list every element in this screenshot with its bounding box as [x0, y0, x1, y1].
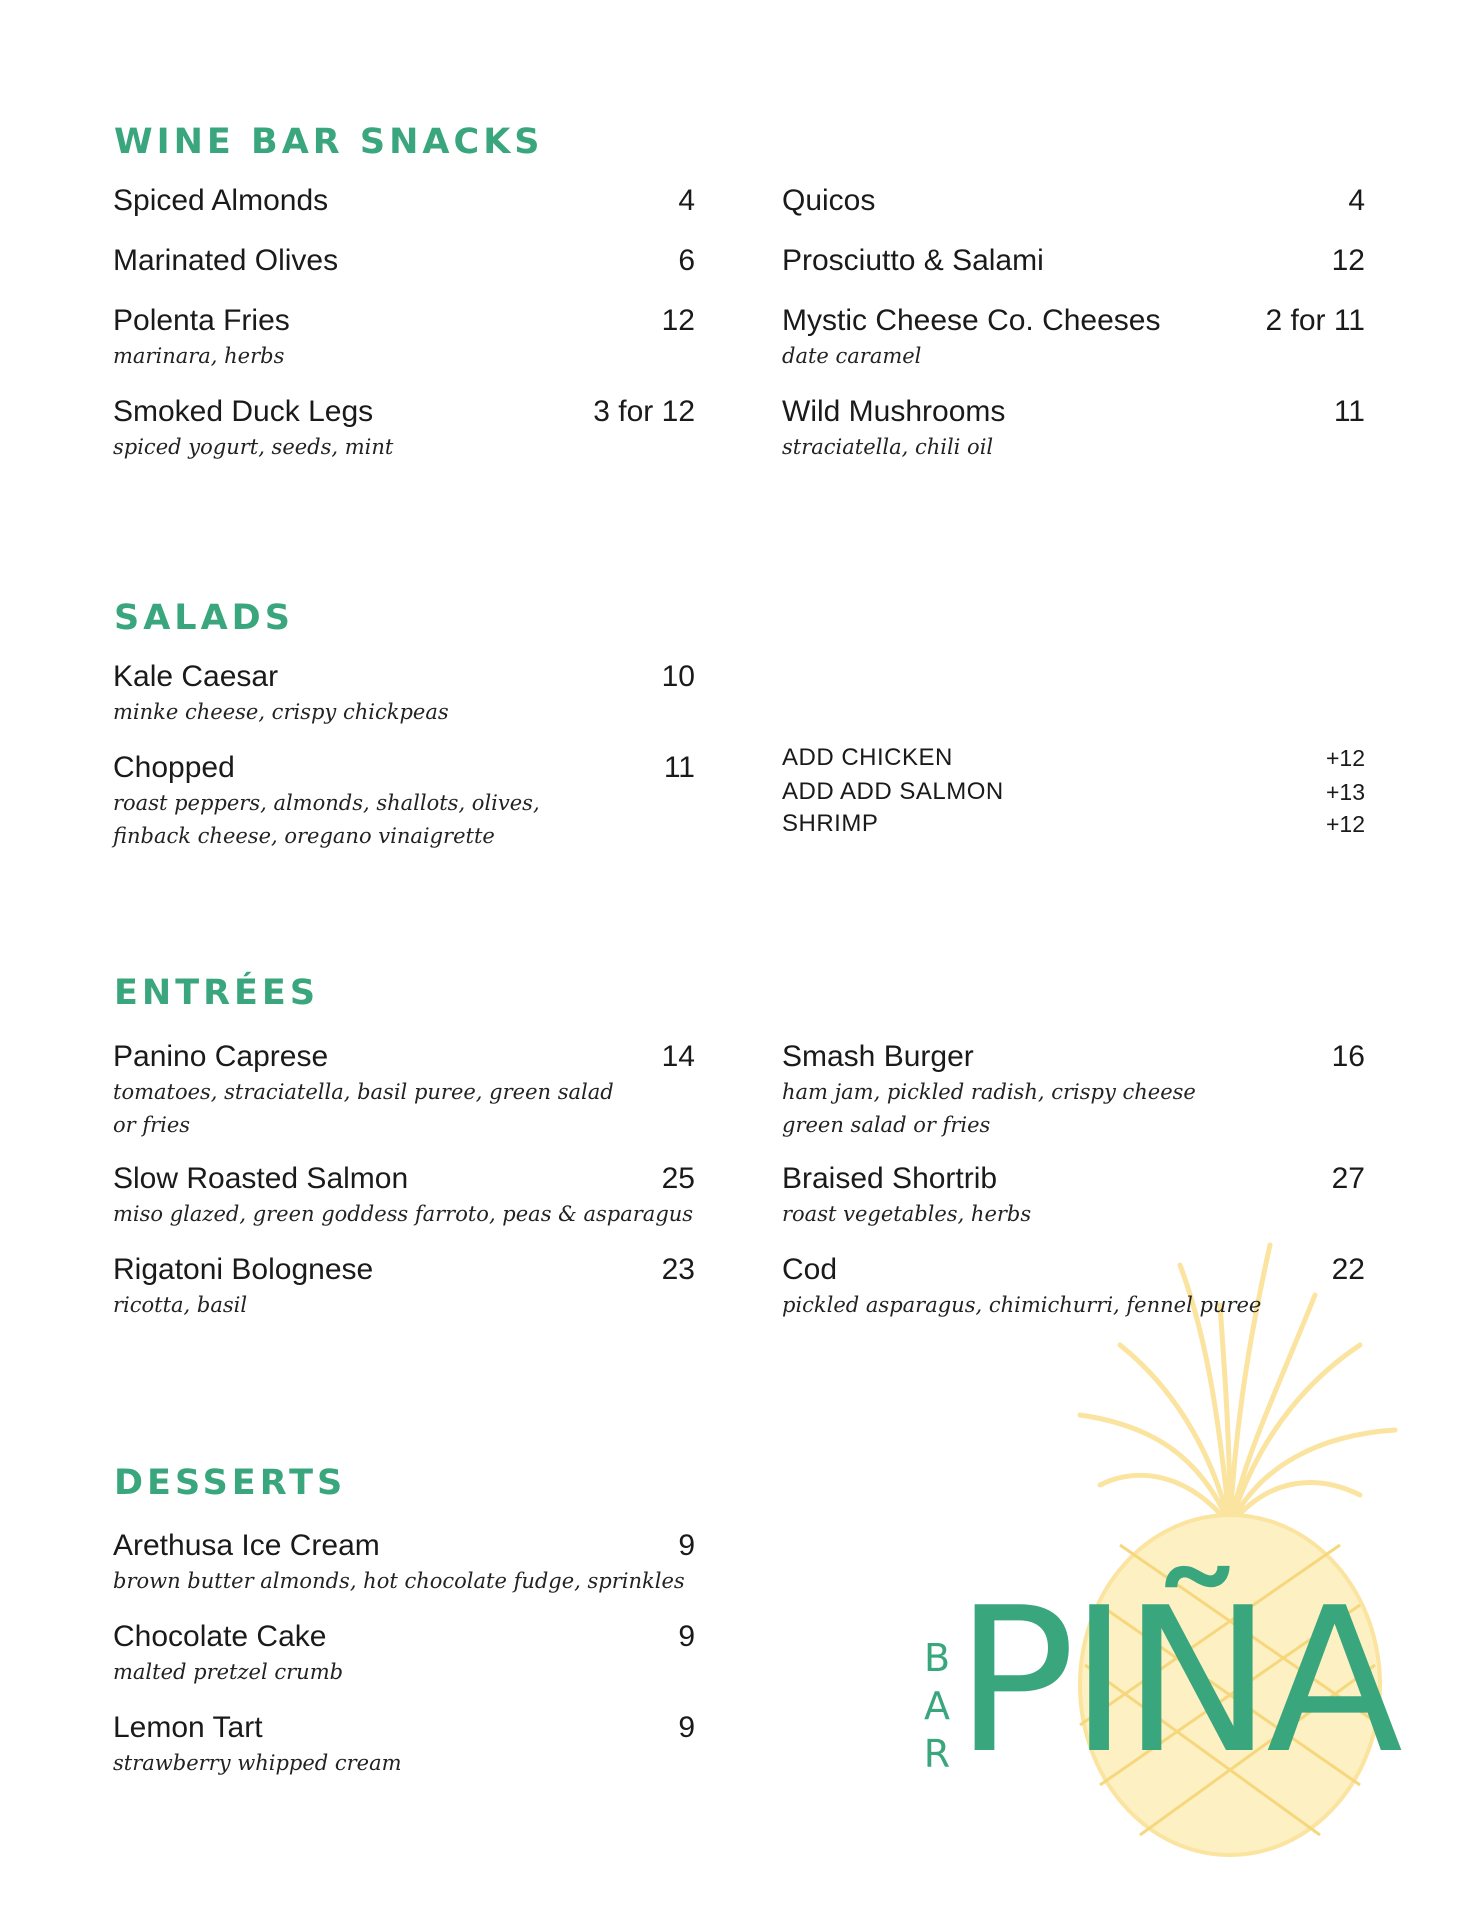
item-name: Rigatoni Bolognese [113, 1253, 374, 1286]
item-name: Smoked Duck Legs [113, 395, 374, 428]
menu-item [113, 302, 695, 373]
item-price: 12 [1331, 244, 1365, 277]
menu-item [113, 749, 695, 853]
item-description: malted pretzel crumb [113, 1660, 344, 1684]
item-price: 27 [1331, 1162, 1365, 1195]
item-description: pickled asparagus, chimichurri, fennel puree [782, 1293, 1262, 1317]
item-price: 14 [661, 1040, 695, 1073]
addon-price: +12 [1325, 811, 1365, 837]
item-name: Slow Roasted Salmon [113, 1162, 409, 1195]
menu-item [782, 182, 1365, 220]
item-description: roast vegetables, herbs [782, 1202, 1032, 1226]
addon-row [782, 808, 1365, 840]
logo-pina: PIÑA [955, 1565, 1398, 1798]
item-price: 6 [678, 244, 695, 277]
addon-label: ADD CHICKEN [782, 744, 953, 771]
item-name: Smash Burger [782, 1040, 974, 1073]
addon-price: +12 [1325, 745, 1365, 771]
item-description: brown butter almonds, hot chocolate fudge, sprinkles [113, 1569, 685, 1593]
item-name: Mystic Cheese Co. Cheeses [782, 304, 1161, 337]
logo-bar-letter: A [924, 1684, 950, 1728]
menu-item [782, 1251, 1365, 1322]
item-name: Cod [782, 1253, 838, 1286]
item-name: Wild Mushrooms [782, 395, 1006, 428]
item-price: 16 [1331, 1040, 1365, 1073]
logo-bar-letter: R [923, 1732, 951, 1776]
item-description: tomatoes, straciatella, basil puree, green salad or fries [113, 1080, 614, 1137]
menu-item [113, 1251, 695, 1322]
item-price: 9 [678, 1529, 695, 1562]
menu-item [782, 242, 1365, 280]
logo-bar-letter: B [923, 1636, 951, 1680]
addon-row [782, 776, 1365, 808]
section-title-desserts: DESSERTS [114, 1463, 347, 1503]
menu-item [113, 658, 695, 729]
item-description: marinara, herbs [113, 344, 285, 368]
menu-item [782, 393, 1365, 464]
item-description: straciatella, chili oil [782, 435, 994, 459]
item-name: Marinated Olives [113, 244, 339, 277]
item-price: 25 [661, 1162, 695, 1195]
item-description: miso glazed, green goddess farroto, peas & asparagus [113, 1202, 694, 1226]
item-price: 11 [663, 751, 695, 784]
item-name: Polenta Fries [113, 304, 290, 337]
item-name: Lemon Tart [113, 1711, 263, 1744]
item-price: 9 [678, 1711, 695, 1744]
item-name: Kale Caesar [113, 660, 279, 693]
menu-item [782, 1038, 1365, 1142]
item-name: Chocolate Cake [113, 1620, 327, 1653]
item-description: roast peppers, almonds, shallots, olives, finback cheese, oregano vinaigrette [113, 791, 540, 848]
item-description: strawberry whipped cream [113, 1751, 402, 1775]
menu-item [782, 1160, 1365, 1231]
section-title-salads: SALADS [114, 598, 294, 638]
item-description: ricotta, basil [113, 1293, 248, 1317]
menu-item [113, 1709, 695, 1780]
menu-item [113, 393, 695, 464]
menu-item [782, 302, 1365, 373]
item-price: 2 for 11 [1265, 304, 1365, 337]
item-description: date caramel [782, 344, 922, 368]
item-price: 4 [678, 184, 695, 217]
item-name: Prosciutto & Salami [782, 244, 1044, 277]
addon-label: ADD ADD SALMON [782, 778, 1004, 805]
item-price: 11 [1333, 395, 1365, 428]
item-price: 22 [1331, 1253, 1365, 1286]
menu-item [113, 1618, 695, 1689]
item-name: Spiced Almonds [113, 184, 329, 217]
section-title-wine-bar-snacks: WINE BAR SNACKS [114, 122, 544, 162]
item-price: 23 [661, 1253, 695, 1286]
item-name: Quicos [782, 184, 876, 217]
menu-item [113, 242, 695, 280]
item-price: 9 [678, 1620, 695, 1653]
item-name: Chopped [113, 751, 235, 784]
item-price: 3 for 12 [593, 395, 695, 428]
item-name: Panino Caprese [113, 1040, 329, 1073]
menu-item [113, 1527, 695, 1598]
item-price: 12 [661, 304, 695, 337]
addon-price: +13 [1325, 779, 1365, 805]
item-description: ham jam, pickled radish, crispy cheese green salad or fries [782, 1080, 1196, 1137]
item-name: Arethusa Ice Cream [113, 1529, 380, 1562]
item-price: 10 [661, 660, 695, 693]
section-title-entrees: ENTRÉES [114, 973, 320, 1013]
menu-item [113, 1160, 695, 1231]
item-price: 4 [1348, 184, 1365, 217]
item-name: Braised Shortrib [782, 1162, 998, 1195]
item-description: minke cheese, crispy chickpeas [113, 700, 449, 724]
menu-item [113, 1038, 695, 1142]
menu-item [113, 182, 695, 220]
addon-row [782, 742, 1365, 774]
addon-label: SHRIMP [782, 810, 879, 837]
item-description: spiced yogurt, seeds, mint [113, 435, 394, 459]
